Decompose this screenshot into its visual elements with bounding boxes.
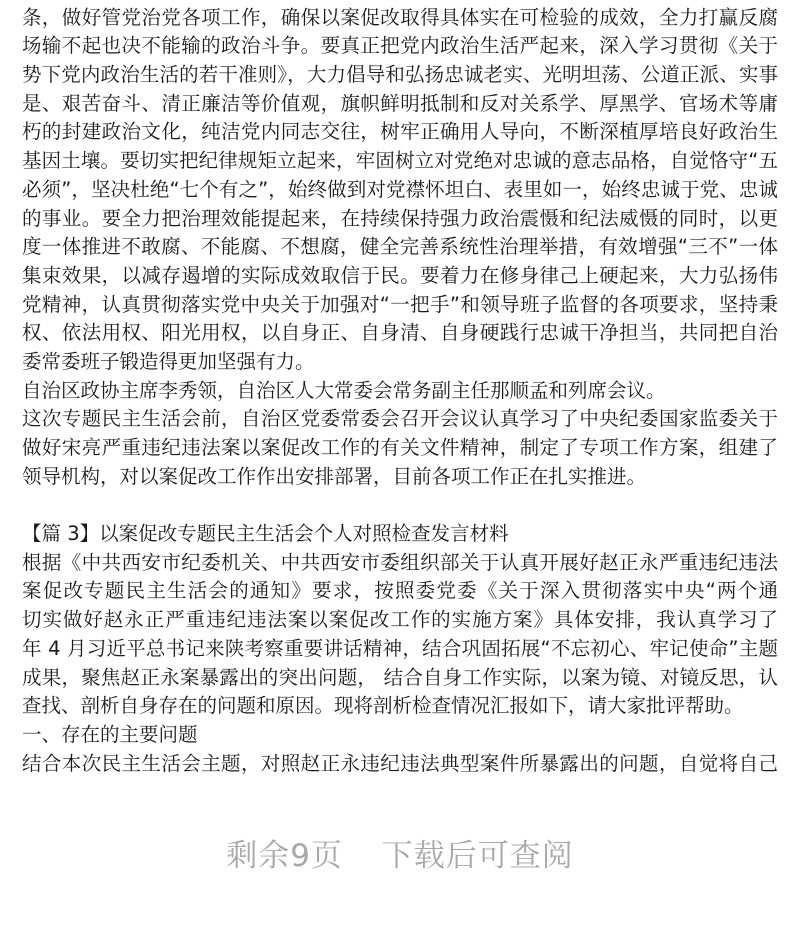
text-line: 是、艰苦奋斗、清正廉洁等价值观，旗帜鲜明抵制和反对关系学、厚黑学、官场术等庸 (22, 91, 778, 115)
text-line: 集束效果，以减存遏增的实际成效取信于民。要着力在修身律己上硬起来，大力弘扬伟 (22, 263, 778, 287)
text-line: 结合本次民主生活会主题，对照赵正永违纪违法典型案件所暴露出的问题，自觉将自己 (22, 751, 778, 775)
text-line: 根据《中共西安市纪委机关、中共西安市委组织部关于认真开展好赵正永严重违纪违法 (22, 550, 778, 574)
text-line: 成果，聚焦赵正永案暴露出的突出问题， 结合自身工作实际，以案为镜、对镜反思，认 (22, 665, 778, 689)
text-line: 必须”，坚决杜绝“七个有之”，始终做到对党襟怀坦白、表里如一，始终忠诚于党、忠诚 (22, 177, 778, 201)
text-line: 这次专题民主生活会前，自治区党委常委会召开会议认真学习了中央纪委国家监委关于 (22, 407, 778, 431)
document-body (22, 0, 778, 778)
remaining-pages-text: 剩余9页 (226, 838, 343, 874)
text-line: 领导机构，对以案促改工作作出安排部署，目前各项工作正在扎实推进。 (22, 464, 647, 488)
download-hint-text: 下载后可查阅 (381, 838, 574, 874)
text-line: 年 4 月习近平总书记来陕考察重要讲话精神，结合巩固拓展“不忘初心、牢记使命”主题 (22, 636, 778, 660)
text-line: 切实做好赵永正严重违纪违法案以案促改工作的实施方案》具体安排，我认真学习了 (22, 608, 778, 632)
section-heading: 一、存在的主要问题 (22, 722, 198, 746)
text-line: 权、依法用权、阳光用权，以自身正、自身清、自身硬践行忠诚干净担当，共同把自治 (22, 321, 778, 345)
text-line: 基因土壤。要切实把纪律规矩立起来，牢固树立对党绝对忠诚的意志品格，自觉恪守“五 (22, 149, 778, 173)
text-line: 党精神，认真贯彻落实党中央关于加强对“一把手”和领导班子监督的各项要求，坚持秉 (22, 292, 778, 316)
text-line: 自治区政协主席李秀领，自治区人大常委会常务副主任那顺孟和列席会议。 (22, 378, 666, 402)
section-title: 【篇 3】以案促改专题民主生活会个人对照检查发言材料 (22, 522, 509, 546)
text-line: 查找、剖析自身存在的问题和原因。现将剖析检查情况汇报如下，请大家批评帮助。 (22, 694, 744, 718)
text-line: 度一体推进不敢腐、不能腐、不想腐，健全完善系统性治理举措，有效增强“三不”一体 (22, 235, 778, 259)
text-line: 条，做好管党治党各项工作，确保以案促改取得具体实在可检验的成效，全力打赢反腐 (22, 5, 778, 29)
text-line: 案促改专题民主生活会的通知》要求，按照委党委《关于深入贯彻落实中央“两个通 (22, 579, 778, 603)
text-line: 势下党内政治生活的若干准则》，大力倡导和弘扬忠诚老实、光明坦荡、公道正派、实事 (22, 63, 778, 87)
text-line: 场输不起也决不能输的政治斗争。要真正把党内政治生活严起来，深入学习贯彻《关于 (22, 34, 778, 58)
remaining-pages-notice[interactable] (0, 830, 800, 875)
text-line: 朽的封建政治文化，纯洁党内同志交往，树牢正确用人导向，不断深植厚培良好政治生 (22, 120, 778, 144)
text-line: 委常委班子锻造得更加坚强有力。 (22, 349, 315, 373)
text-line: 做好宋亮严重违纪违法案以案促改工作的有关文件精神，制定了专项工作方案，组建了 (22, 436, 778, 459)
text-line (22, 491, 778, 520)
text-line: 的事业。要全力把治理效能提起来，在持续保持强力政治震慑和纪法威慑的同时，以更 (22, 206, 778, 230)
